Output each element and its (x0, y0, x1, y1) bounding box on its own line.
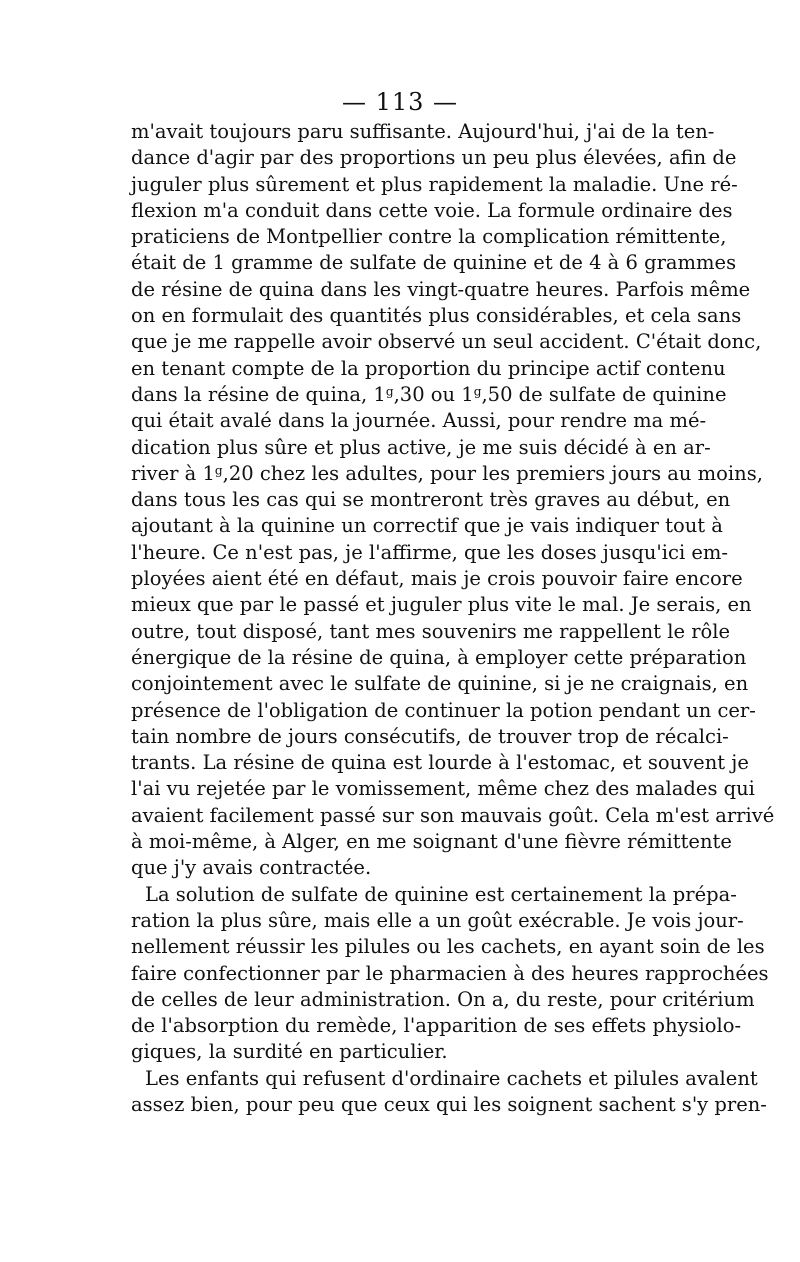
text-line: qui était avalé dans la journée. Aussi, pour rendre ma mé- (131, 409, 707, 433)
text-line: juguler plus sûrement et plus rapidement la maladie. Une ré- (131, 172, 738, 196)
text-line: dance d'agir par des proportions un peu plus élevées, afin de (131, 146, 737, 170)
text-line: La solution de sulfate de quinine est certainement la prépa- (145, 882, 737, 906)
text-line: Les enfants qui refusent d'ordinaire cachets et pilules avalent (145, 1066, 758, 1090)
text-line: ajoutant à la quinine un correctif que je vais indiquer tout à (131, 514, 723, 538)
text-line: que j'y avais contractée. (131, 856, 372, 880)
text-line: assez bien, pour peu que ceux qui les soignent sachent s'y pren- (131, 1092, 767, 1116)
text-line: faire confectionner par le pharmacien à des heures rapprochées (131, 961, 769, 985)
text-line: était de 1 gramme de sulfate de quinine et de 4 à 6 grammes (131, 251, 737, 275)
text-line: l'ai vu rejetée par le vomissement, même chez des malades qui (131, 777, 755, 801)
text-line: ployées aient été en défaut, mais je crois pouvoir faire encore (131, 567, 743, 591)
text-line: que je me rappelle avoir observé un seul accident. C'était donc, (131, 330, 762, 354)
text-line: on en formulait des quantités plus considérables, et cela sans (131, 304, 742, 328)
text-line: tain nombre de jours consécutifs, de trouver trop de récalci- (131, 724, 729, 748)
text-line: mieux que par le passé et juguler plus vite le mal. Je serais, en (131, 593, 752, 617)
text-line: flexion m'a conduit dans cette voie. La formule ordinaire des (131, 198, 733, 222)
text-line: ration la plus sûre, mais elle a un goût exécrable. Je vois jour- (131, 908, 744, 932)
text-line: énergique de la résine de quina, à employer cette préparation (131, 645, 747, 669)
text-line: à moi-même, à Alger, en me soignant d'une fièvre rémittente (131, 830, 732, 854)
text-line: l'heure. Ce n'est pas, je l'affirme, que les doses jusqu'ici em- (131, 540, 728, 564)
text-line: river à 1$^g$,20 chez les adultes, pour les premiers jours au moins, (131, 461, 763, 485)
text-line: dans la résine de quina, 1$^g$,30 ou 1$^g$,50 de sulfate de quinine (131, 382, 727, 406)
text-line: de résine de quina dans les vingt-quatre heures. Parfois même (131, 277, 751, 301)
text-line: giques, la surdité en particulier. (131, 1040, 448, 1064)
text-line: m'avait toujours paru suffisante. Aujourd'hui, j'ai de la ten- (131, 120, 715, 143)
text-line: outre, tout disposé, tant mes souvenirs me rappellent le rôle (131, 619, 731, 643)
text-line: en tenant compte de la proportion du principe actif contenu (131, 356, 726, 380)
text-line: trants. La résine de quina est lourde à l'estomac, et souvent je (131, 751, 749, 775)
text-line: dans tous les cas qui se montreront très graves au début, en (131, 488, 731, 512)
text-line: praticiens de Montpellier contre la complication rémittente, (131, 225, 727, 249)
text-line: conjointement avec le sulfate de quinine, si je ne craignais, en (131, 672, 749, 696)
text-line: dication plus sûre et plus active, je me suis décidé à en ar- (131, 435, 711, 459)
text-line: avaient facilement passé sur son mauvais goût. Cela m'est arrivé (131, 803, 775, 827)
text-line: présence de l'obligation de continuer la potion pendant un cer- (131, 698, 756, 722)
page-number: — 113 — (341, 88, 459, 116)
text-line: de l'absorption du remède, l'apparition de ses effets physiolo- (131, 1014, 742, 1038)
text-line: nellement réussir les pilules ou les cachets, en ayant soin de les (131, 935, 765, 959)
text-line: de celles de leur administration. On a, du reste, pour critérium (131, 987, 755, 1011)
body-text (131, 119, 775, 1118)
